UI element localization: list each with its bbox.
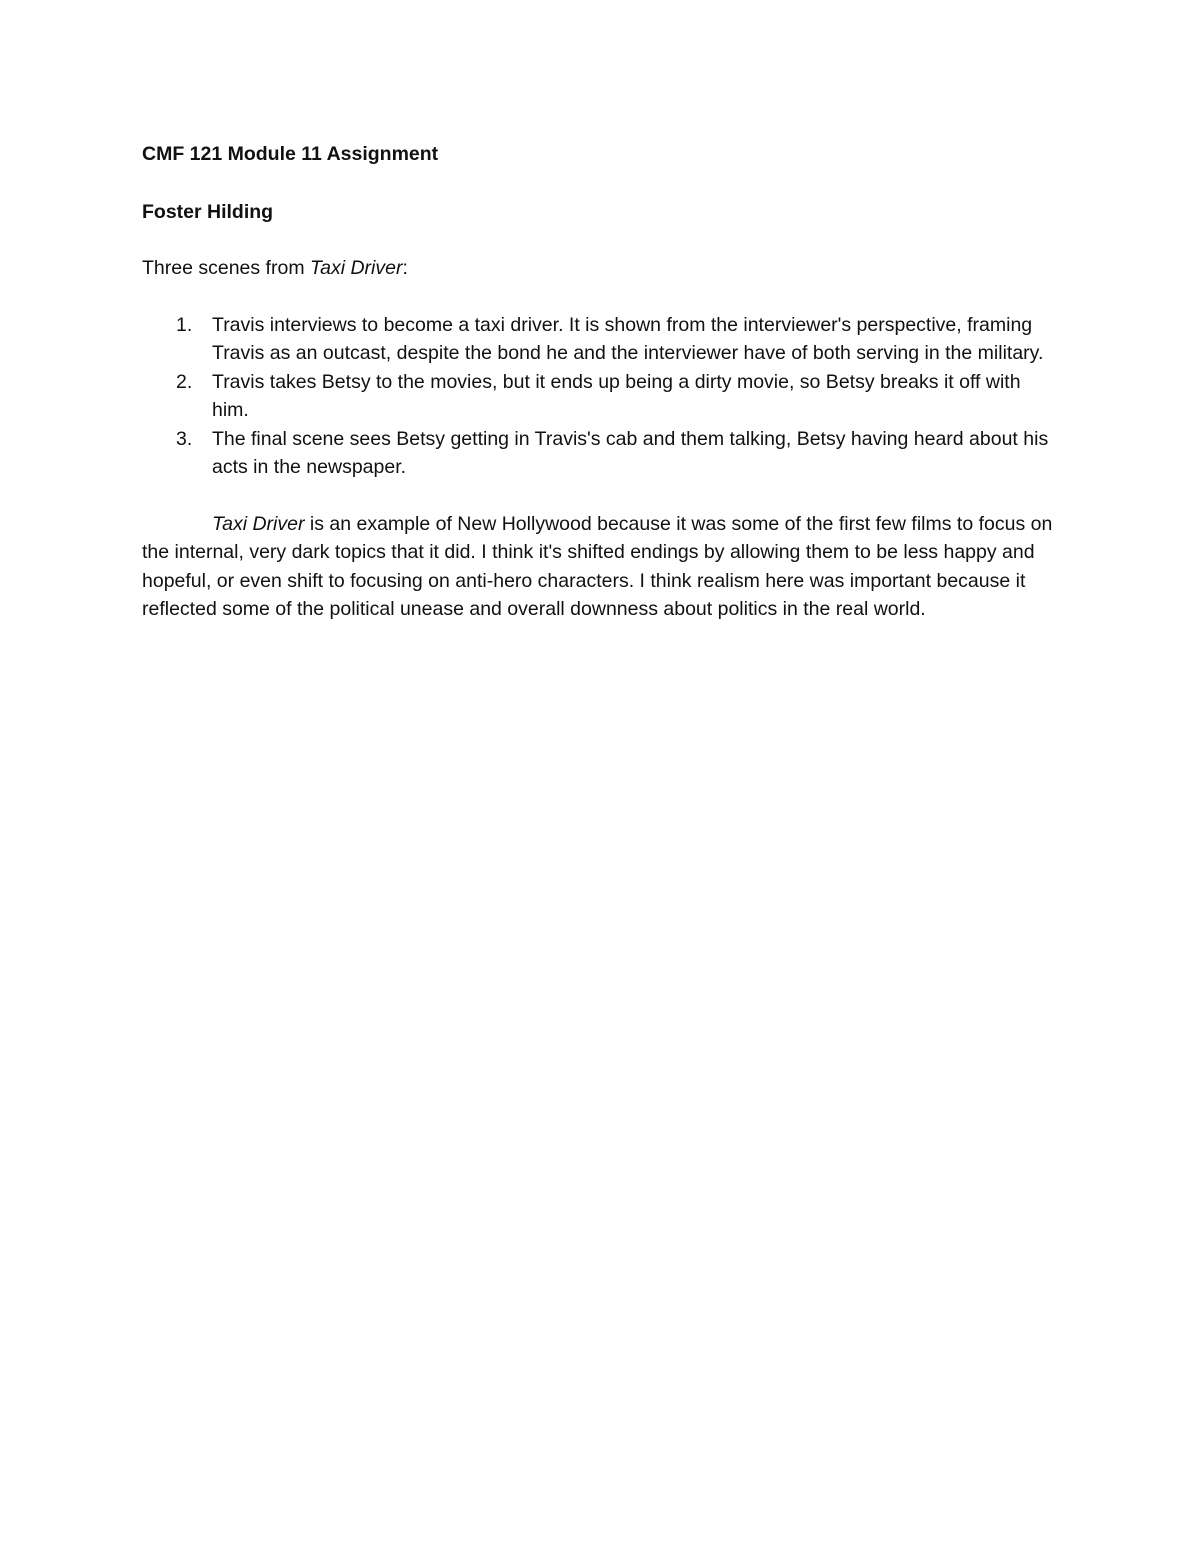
intro-prefix: Three scenes from <box>142 257 310 279</box>
list-item-text: Travis interviews to become a taxi driver. It is shown from the interviewer's perspective, framing Travis as an outcast, despite the bond he and the interviewer have of both serving in the military. <box>212 313 1044 364</box>
list-item <box>142 425 1057 482</box>
paragraph-text: is an example of New Hollywood because it was some of the first few films to focus on the internal, very dark topics that it did. I think it's shifted endings by allowing them to be less happy and hopeful, or even shift to focusing on anti-hero characters. I think realism here was important because it reflected some of the political unease and overall downness about politics in the real world. <box>142 512 1053 620</box>
document-body <box>142 140 1057 624</box>
intro-film-title: Taxi Driver <box>309 257 403 279</box>
intro-line <box>142 254 1057 283</box>
author-name: Foster Hilding <box>142 200 274 223</box>
list-item-text: Travis takes Betsy to the movies, but it ends up being a dirty movie, so Betsy breaks it off with him. <box>212 370 1021 421</box>
list-item-number: 2. <box>176 370 193 393</box>
scene-list <box>142 311 1057 482</box>
paragraph-film-title: Taxi Driver <box>212 512 305 535</box>
list-item <box>142 368 1057 425</box>
list-item-number: 3. <box>176 427 193 450</box>
list-item-text: The final scene sees Betsy getting in Travis's cab and them talking, Betsy having heard about his acts in the newspaper. <box>212 427 1049 478</box>
intro-suffix: : <box>402 257 408 279</box>
list-item <box>142 311 1057 368</box>
list-item-number: 1. <box>176 313 193 336</box>
analysis-paragraph <box>142 510 1057 624</box>
document-title: CMF 121 Module 11 Assignment <box>142 143 439 165</box>
